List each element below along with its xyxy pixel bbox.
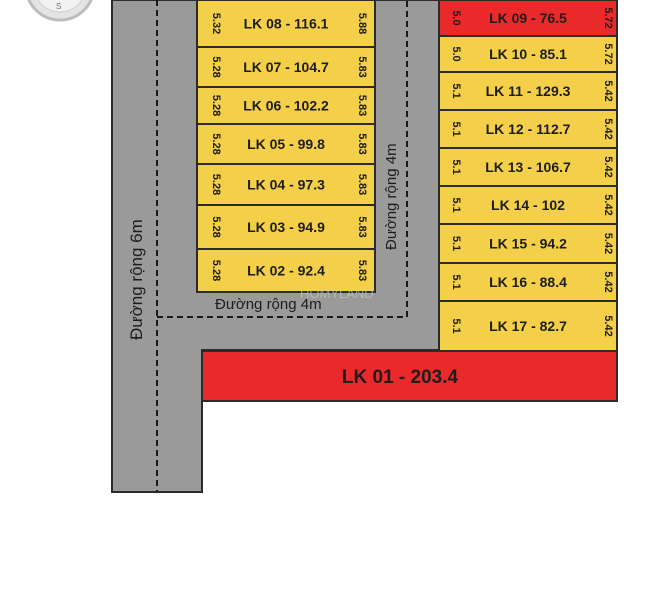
- lot-dim-left: 5.1: [450, 197, 462, 213]
- lot-label: LK 15 - 94.2: [489, 235, 567, 252]
- lot-lk-03[interactable]: [197, 205, 375, 249]
- lot-lk-14[interactable]: [439, 186, 617, 224]
- lot-dim-left: 5.28: [210, 173, 222, 196]
- lot-lk-08[interactable]: [197, 0, 375, 47]
- lot-dim-left: 5.28: [210, 56, 222, 78]
- lot-lk-16[interactable]: [439, 263, 617, 301]
- lot-label: LK 13 - 106.7: [485, 159, 571, 175]
- lot-label: LK 12 - 112.7: [485, 121, 571, 137]
- lot-dim-left: 5.28: [210, 216, 222, 238]
- lot-dim-left: 5.1: [450, 274, 462, 290]
- lot-dim-right: 5.42: [602, 271, 614, 293]
- compass-icon: [26, 0, 94, 20]
- lot-dim-right: 5.83: [356, 216, 368, 238]
- lot-lk-15[interactable]: [439, 224, 617, 263]
- lot-label: LK 08 - 116.1: [243, 15, 329, 32]
- lot-dim-right: 5.72: [602, 43, 614, 65]
- road-label-4m-horizontal: Đường rộng 4m: [215, 296, 322, 313]
- lot-label: LK 05 - 99.8: [247, 136, 325, 152]
- lot-lk-10[interactable]: [439, 36, 617, 72]
- lot-lk-11[interactable]: [439, 72, 617, 110]
- lot-dim-left: 5.1: [450, 159, 462, 175]
- lot-dim-right: 5.42: [602, 80, 614, 102]
- lot-dim-right: 5.83: [356, 56, 368, 78]
- lot-dim-left: 5.1: [450, 235, 462, 252]
- lot-dim-right: 5.83: [356, 94, 368, 117]
- lot-dim-right: 5.88: [356, 12, 368, 35]
- lot-lk-13[interactable]: [439, 148, 617, 186]
- lot-dim-right: 5.42: [602, 315, 614, 337]
- lot-lk-12[interactable]: [439, 110, 617, 148]
- lot-dim-right: 5.42: [602, 194, 614, 216]
- lot-label: LK 02 - 92.4: [247, 262, 325, 279]
- lot-dim-left: 5.1: [450, 318, 462, 334]
- lot-lk-04[interactable]: [197, 164, 375, 205]
- lot-label: LK 06 - 102.2: [243, 97, 329, 114]
- lot-dim-right: 5.83: [356, 173, 368, 196]
- lot-lk-06[interactable]: [197, 87, 375, 124]
- lot-label: LK 01 - 203.4: [341, 367, 459, 388]
- road-label-6m: Đường rộng 6m: [127, 219, 146, 340]
- lot-dim-right: 5.42: [602, 156, 614, 178]
- lot-label: LK 14 - 102: [491, 197, 565, 213]
- lot-dim-left: 5.1: [450, 121, 462, 137]
- lot-label: LK 07 - 104.7: [243, 59, 329, 75]
- lot-lk-01[interactable]: [202, 351, 617, 401]
- lot-dim-right: 5.72: [602, 7, 614, 29]
- lot-dim-right: 5.83: [356, 133, 368, 155]
- lot-label: LK 17 - 82.7: [489, 318, 567, 334]
- right-lot-block: [439, 0, 617, 351]
- lot-label: LK 09 - 76.5: [489, 10, 567, 26]
- lot-dim-left: 5.0: [450, 10, 462, 26]
- lot-dim-left: 5.28: [210, 259, 222, 282]
- watermark: HOMYLAND: [300, 286, 374, 301]
- road-label-4m-vertical: Đường rộng 4m: [383, 143, 400, 250]
- lot-dim-right: 5.83: [356, 259, 368, 282]
- lot-dim-left: 5.0: [450, 46, 462, 62]
- lot-label: LK 10 - 85.1: [489, 46, 567, 62]
- lot-label: LK 03 - 94.9: [247, 219, 325, 235]
- lot-lk-07[interactable]: [197, 47, 375, 87]
- lot-dim-left: 5.28: [210, 133, 222, 155]
- lot-dim-left: 5.1: [450, 83, 462, 99]
- lot-dim-right: 5.42: [602, 232, 614, 255]
- lot-dim-right: 5.42: [602, 118, 614, 140]
- lot-label: LK 04 - 97.3: [247, 176, 325, 193]
- lot-dim-left: 5.28: [210, 94, 222, 117]
- lot-label: LK 11 - 129.3: [485, 83, 571, 99]
- left-lot-block: [197, 0, 375, 292]
- lot-dim-left: 5.32: [210, 12, 222, 35]
- lot-lk-09[interactable]: [439, 0, 617, 36]
- lot-lk-05[interactable]: [197, 124, 375, 164]
- lot-label: LK 16 - 88.4: [489, 274, 567, 290]
- svg-text:S: S: [56, 2, 62, 11]
- lot-lk-17[interactable]: [439, 301, 617, 351]
